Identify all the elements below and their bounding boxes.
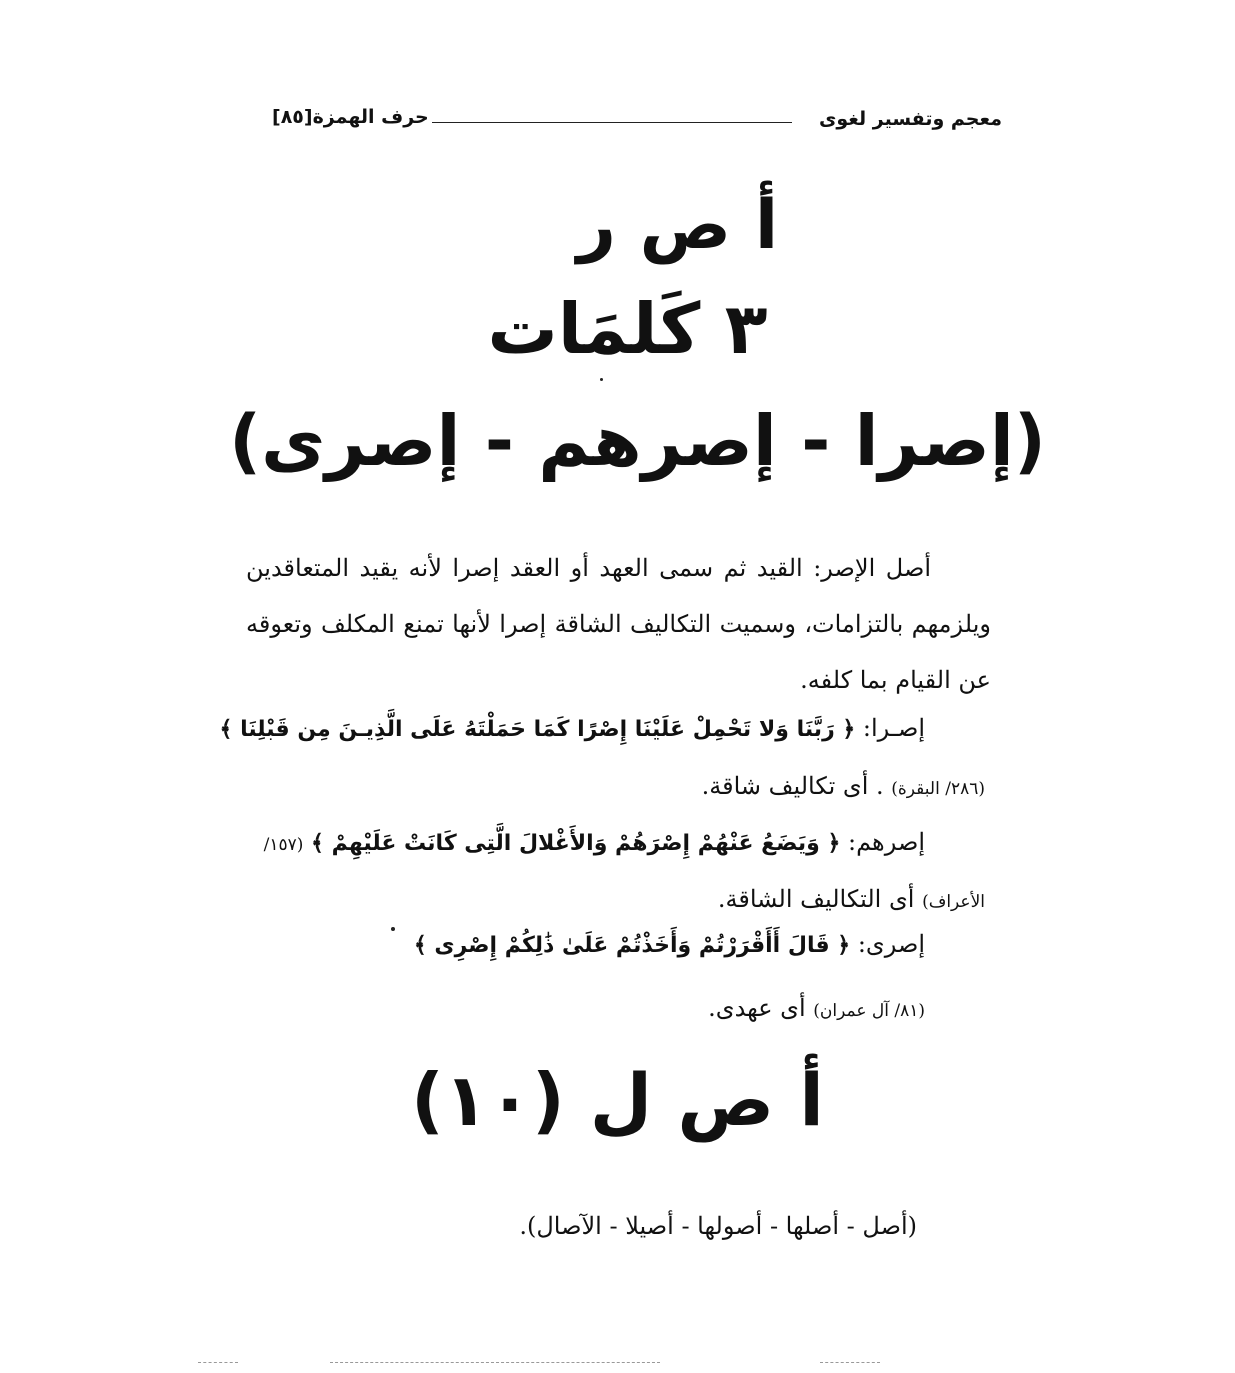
scan-speck	[391, 927, 395, 931]
header-book-title: معجم وتفسير لغوى	[818, 108, 1002, 130]
scan-speck	[600, 378, 603, 381]
verse-reference: (٨١/ آل عمران)	[813, 1001, 925, 1021]
verse-reference: (٢٨٦/ البقرة)	[891, 779, 985, 799]
verse-reference: الأعراف)	[922, 892, 985, 912]
entry-meaning: . أى تكاليف شاقة.	[701, 772, 884, 800]
verse-reference-start: (١٥٧/	[263, 835, 304, 855]
root-title: أ ص ر	[576, 186, 779, 265]
running-header	[272, 100, 1002, 140]
entry-israhum	[264, 828, 925, 856]
word-count-title: ٣ كَلمَات	[487, 288, 768, 370]
word-list-title: (إصرا - إصرهم - إصرى)	[229, 400, 1046, 482]
quran-verse: ﴿ وَيَضَعُ عَنْهُمْ إِصْرَهُمْ وَالأَغْلالَ الَّتِى كَانَتْ عَلَيْهِمْ ﴾	[311, 831, 841, 856]
entry-word: إصـرا:	[862, 714, 925, 742]
entry-isra	[220, 714, 925, 742]
entry-meaning: أى عهدى.	[708, 994, 806, 1022]
entry-meaning: أى التكاليف الشاقة.	[717, 885, 915, 913]
entry-israhum-reference	[718, 885, 985, 913]
definition-paragraph	[246, 540, 991, 708]
second-root-title: أ ص ل (١٠)	[411, 1058, 824, 1142]
quran-verse: ﴿ رَبَّنَا وَلا تَحْمِلْ عَلَيْنَا إِصْرًا كَمَا حَمَلْتَهُ عَلَى الَّذِيـنَ مِن قَبْلِنَا ﴾	[219, 717, 856, 742]
entry-isri	[414, 930, 925, 958]
entry-isri-reference	[708, 994, 925, 1022]
scan-artifact-line	[198, 1362, 238, 1363]
entry-word: إصرى:	[857, 930, 925, 958]
definition-text: أصل الإصر: القيد ثم سمى العهد أو العقد إصرا لأنه يقيد المتعاقدين ويلزمهم بالتزامات، وسميت التكاليف الشاقة إصرا لأنها تمنع المكلف وتعوقه عن القيام بما كلفه.	[246, 554, 991, 694]
header-section-page: حرف الهمزة[٨٥]	[272, 106, 429, 128]
scan-artifact-line	[330, 1362, 660, 1363]
quran-verse: ﴿ قَالَ أَأَقْرَرْتُمْ وَأَخَذْتُمْ عَلَىٰ ذَٰلِكُمْ إِصْرِى ﴾	[413, 933, 851, 958]
header-rule	[432, 122, 792, 123]
entry-word: إصرهم:	[847, 828, 925, 856]
scan-artifact-line	[820, 1362, 880, 1363]
entry-isra-reference	[702, 772, 985, 800]
second-root-word-list: (أصل - أصلها - أصولها - أصيلا - الآصال).	[519, 1212, 917, 1240]
